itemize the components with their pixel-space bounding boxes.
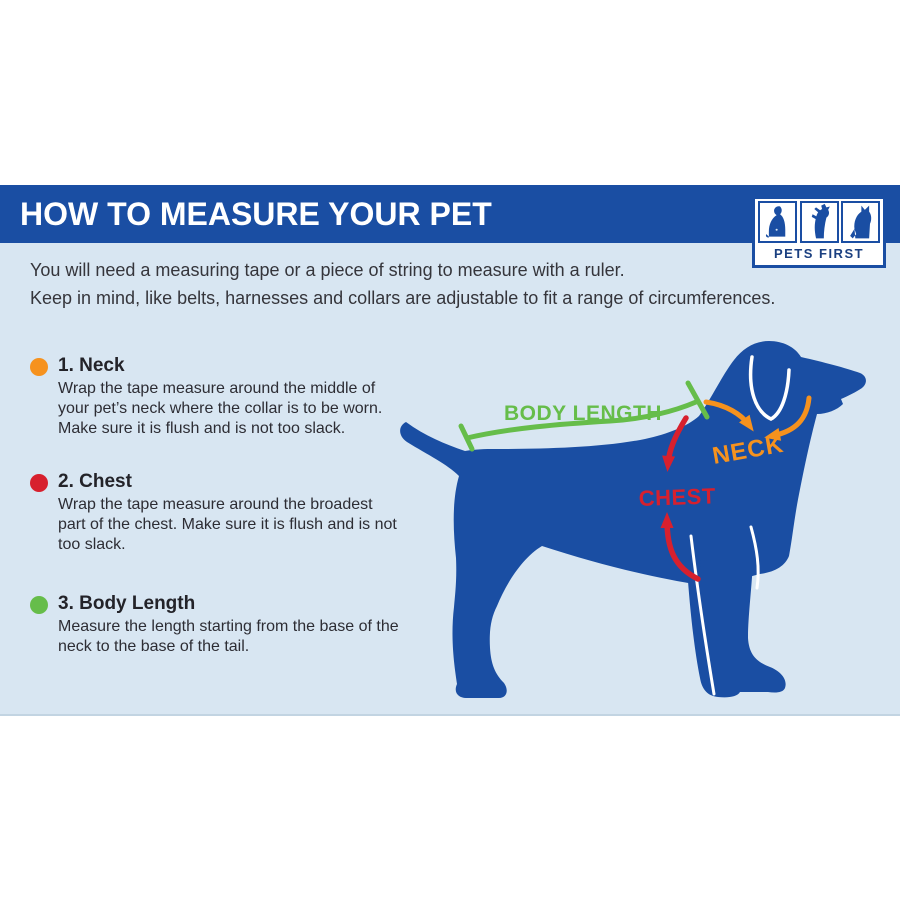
step-body-length-line-1: Measure the length starting from the base of the <box>58 617 399 635</box>
dog-measurement-diagram <box>395 330 900 714</box>
jumping-dog-icon <box>802 203 837 241</box>
step-body-length-content <box>58 592 430 656</box>
step-chest-title: 2. Chest <box>58 471 132 492</box>
step-body-length-line-2: neck to the base of the tail. <box>58 637 250 655</box>
step-neck-content <box>58 354 430 438</box>
body-length-label: BODY LENGTH <box>504 402 662 425</box>
neck-bullet-icon <box>30 358 48 376</box>
step-body-length-title: 3. Body Length <box>58 593 196 614</box>
chest-bullet-icon <box>30 474 48 492</box>
logo-dog-frame-2 <box>800 201 839 243</box>
step-chest-content <box>58 470 430 554</box>
dog-silhouette <box>400 341 866 698</box>
dog-body <box>400 341 866 698</box>
intro-line-2: Keep in mind, like belts, harnesses and collars are adjustable to fit a range of circumferences. <box>30 288 776 308</box>
logo-dog-frame-3 <box>841 201 880 243</box>
step-chest-line-2: part of the chest. Make sure it is flush and is not <box>58 515 397 533</box>
step-neck-line-3: Make sure it is flush and is not too slack. <box>58 419 346 437</box>
logo-brand-text: PETS FIRST <box>773 246 865 261</box>
step-neck-title: 1. Neck <box>58 355 125 376</box>
body-length-bullet-icon <box>30 596 48 614</box>
shepherd-dog-icon <box>843 203 878 241</box>
chest-label: CHEST <box>638 483 717 511</box>
logo-dog-frame-1 <box>758 201 797 243</box>
step-chest-line-3: too slack. <box>58 535 126 553</box>
step-neck <box>30 354 430 438</box>
step-body-length <box>30 592 430 656</box>
step-neck-line-1: Wrap the tape measure around the middle of <box>58 379 376 397</box>
step-chest-line-1: Wrap the tape measure around the broadest <box>58 495 373 513</box>
page-title: HOW TO MEASURE YOUR PET <box>20 196 492 232</box>
sitting-dog-icon <box>760 203 795 241</box>
neck-label: NECK <box>710 430 786 470</box>
intro-text <box>30 256 830 312</box>
logo-dog-icons-row <box>758 201 880 243</box>
step-neck-line-2: your pet’s neck where the collar is to be worn. <box>58 399 383 417</box>
intro-line-1: You will need a measuring tape or a piece of string to measure with a ruler. <box>30 260 625 280</box>
body-length-tick-withers <box>688 383 707 417</box>
step-chest <box>30 470 430 554</box>
